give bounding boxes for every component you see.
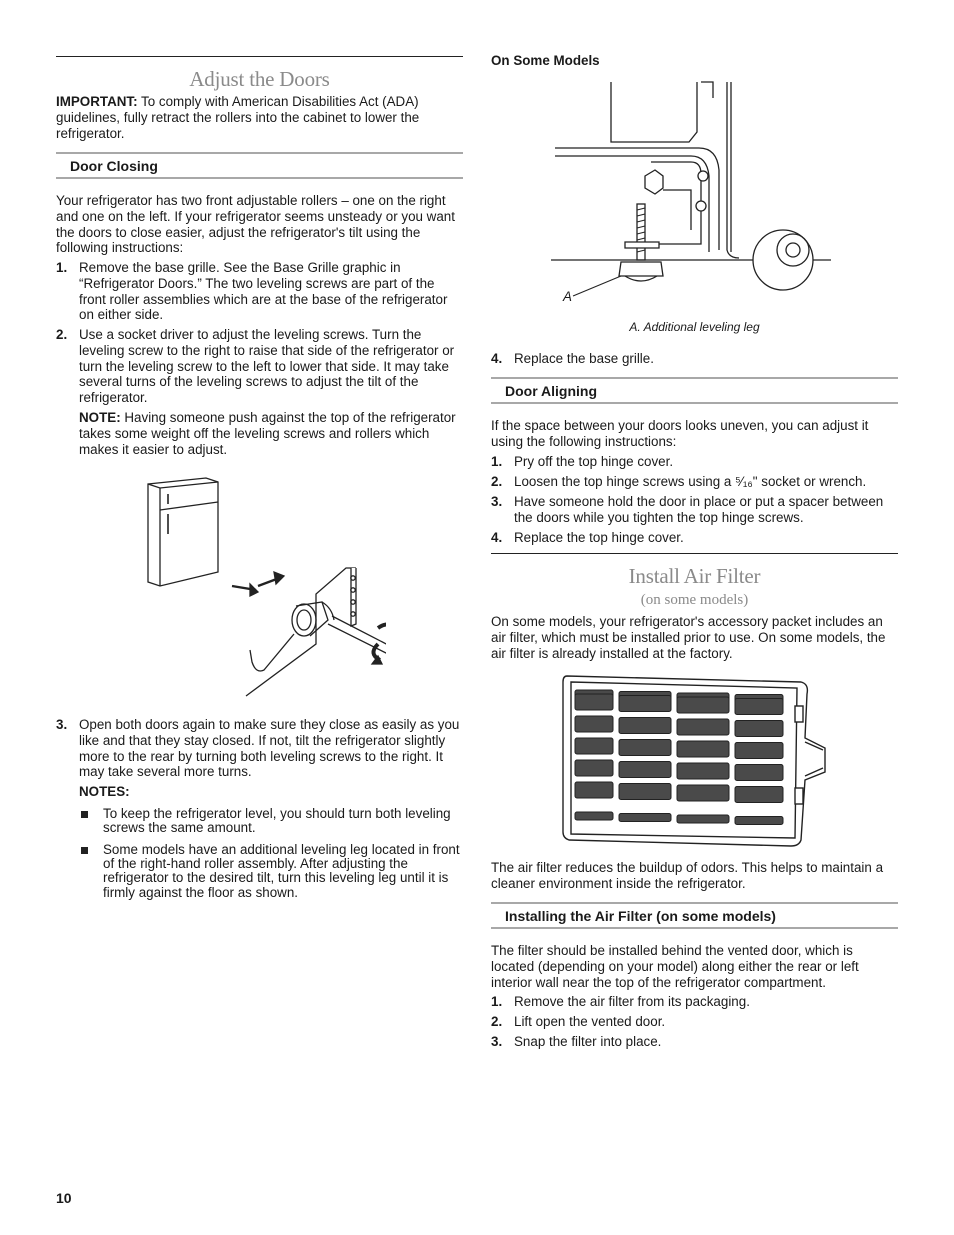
important-label: IMPORTANT: [56,94,138,109]
installing-air-filter-heading: Installing the Air Filter (on some models) [491,902,898,929]
note-paragraph: NOTE: Having someone push against the top of the refrigerator takes some weight off the leveling screws and rollers which makes it easier to adjust. [79,410,456,457]
leveling-screw-illustration [146,474,386,698]
section-rule [491,553,898,554]
figure-caption: A. Additional leveling leg [629,320,760,334]
installing-intro: The filter should be installed behind the vented door, which is located (depending on your model) along either the rear or left interior wall near the top of the refrigerator compartment. [491,943,859,990]
adjust-doors-title: Adjust the Doors [189,67,330,91]
list-item: To keep the refrigerator level, you should turn both leveling screws the same amount. [79,807,463,835]
air-filter-benefit: The air filter reduces the buildup of odors. This helps to maintain a cleaner environment inside the refrigerator. [491,860,884,891]
on-some-models-label: On Some Models [491,53,600,68]
list-item: 1. Remove the base grille. See the Base Grille graphic in “Refrigerator Doors.” The two leveling screws are part of the front roller assemblies which are at the base of the refrigerator on either side. [56,260,448,323]
list-item: 1. Pry off the top hinge cover. [491,454,674,469]
section-rule [56,56,463,57]
figure-label-a: A [563,289,572,304]
install-air-filter-subtitle: (on some models) [640,592,749,608]
list-item: 3. Snap the filter into place. [491,1034,662,1049]
list-item: 2. Loosen the top hinge screws using a ⁵⁄₁₆" socket or wrench. [491,474,867,489]
list-item: 2. Lift open the vented door. [491,1014,666,1029]
list-item: 4. Replace the top hinge cover. [491,530,684,545]
list-item: Some models have an additional leveling leg located in front of the right-hand roller assembly. After adjusting the refrigerator to the desired tilt, turn this leveling leg until it is firmly against the floor as shown. [79,843,463,900]
bullet-square [81,811,88,818]
door-aligning-intro: If the space between your doors looks uneven, you can adjust it using the following instructions: [491,418,869,449]
notes-heading: NOTES: [79,784,130,799]
list-item: 4. Replace the base grille. [491,351,654,366]
bullet-square [81,847,88,854]
list-item: 3. Open both doors again to make sure they close as easily as you like and that they stay closed. If not, tilt the refrigerator slightly more to the rear by turning both leveling screws to the right. It may take several more turns. [56,717,460,780]
important-text: To comply with American Disabilities Act (ADA) guidelines, fully retract the rollers into the cabinet to lower the refrigerator. [56,94,420,141]
leveling-leg-illustration [551,80,841,310]
page-number: 10 [56,1190,72,1206]
important-paragraph [56,94,463,141]
door-closing-heading: Door Closing [56,152,463,179]
air-filter-intro: On some models, your refrigerator's accessory packet includes an air filter, which must be installed prior to use. On some models, the air filter is already installed at the factory. [491,614,886,661]
door-closing-intro: Your refrigerator has two front adjustable rollers – one on the right and one on the left. If your refrigerator seems unsteady or you want the doors to close easier, adjust the refrigerator's tilt using the following instructions: [56,193,455,256]
install-air-filter-title: Install Air Filter [628,564,761,588]
air-filter-illustration [561,672,829,850]
list-item: 1. Remove the air filter from its packaging. [491,994,750,1009]
list-item: 2. Use a socket driver to adjust the leveling screws. Turn the leveling screw to the right to raise that side of the refrigerator or turn the leveling screw to the left to lower that side. It may take several turns of the leveling screws to adjust the tilt of the refrigerator. [56,327,455,406]
door-aligning-heading: Door Aligning [491,377,898,404]
list-item: 3. Have someone hold the door in place or put a spacer between the doors while you tighten the top hinge screws. [491,494,884,525]
